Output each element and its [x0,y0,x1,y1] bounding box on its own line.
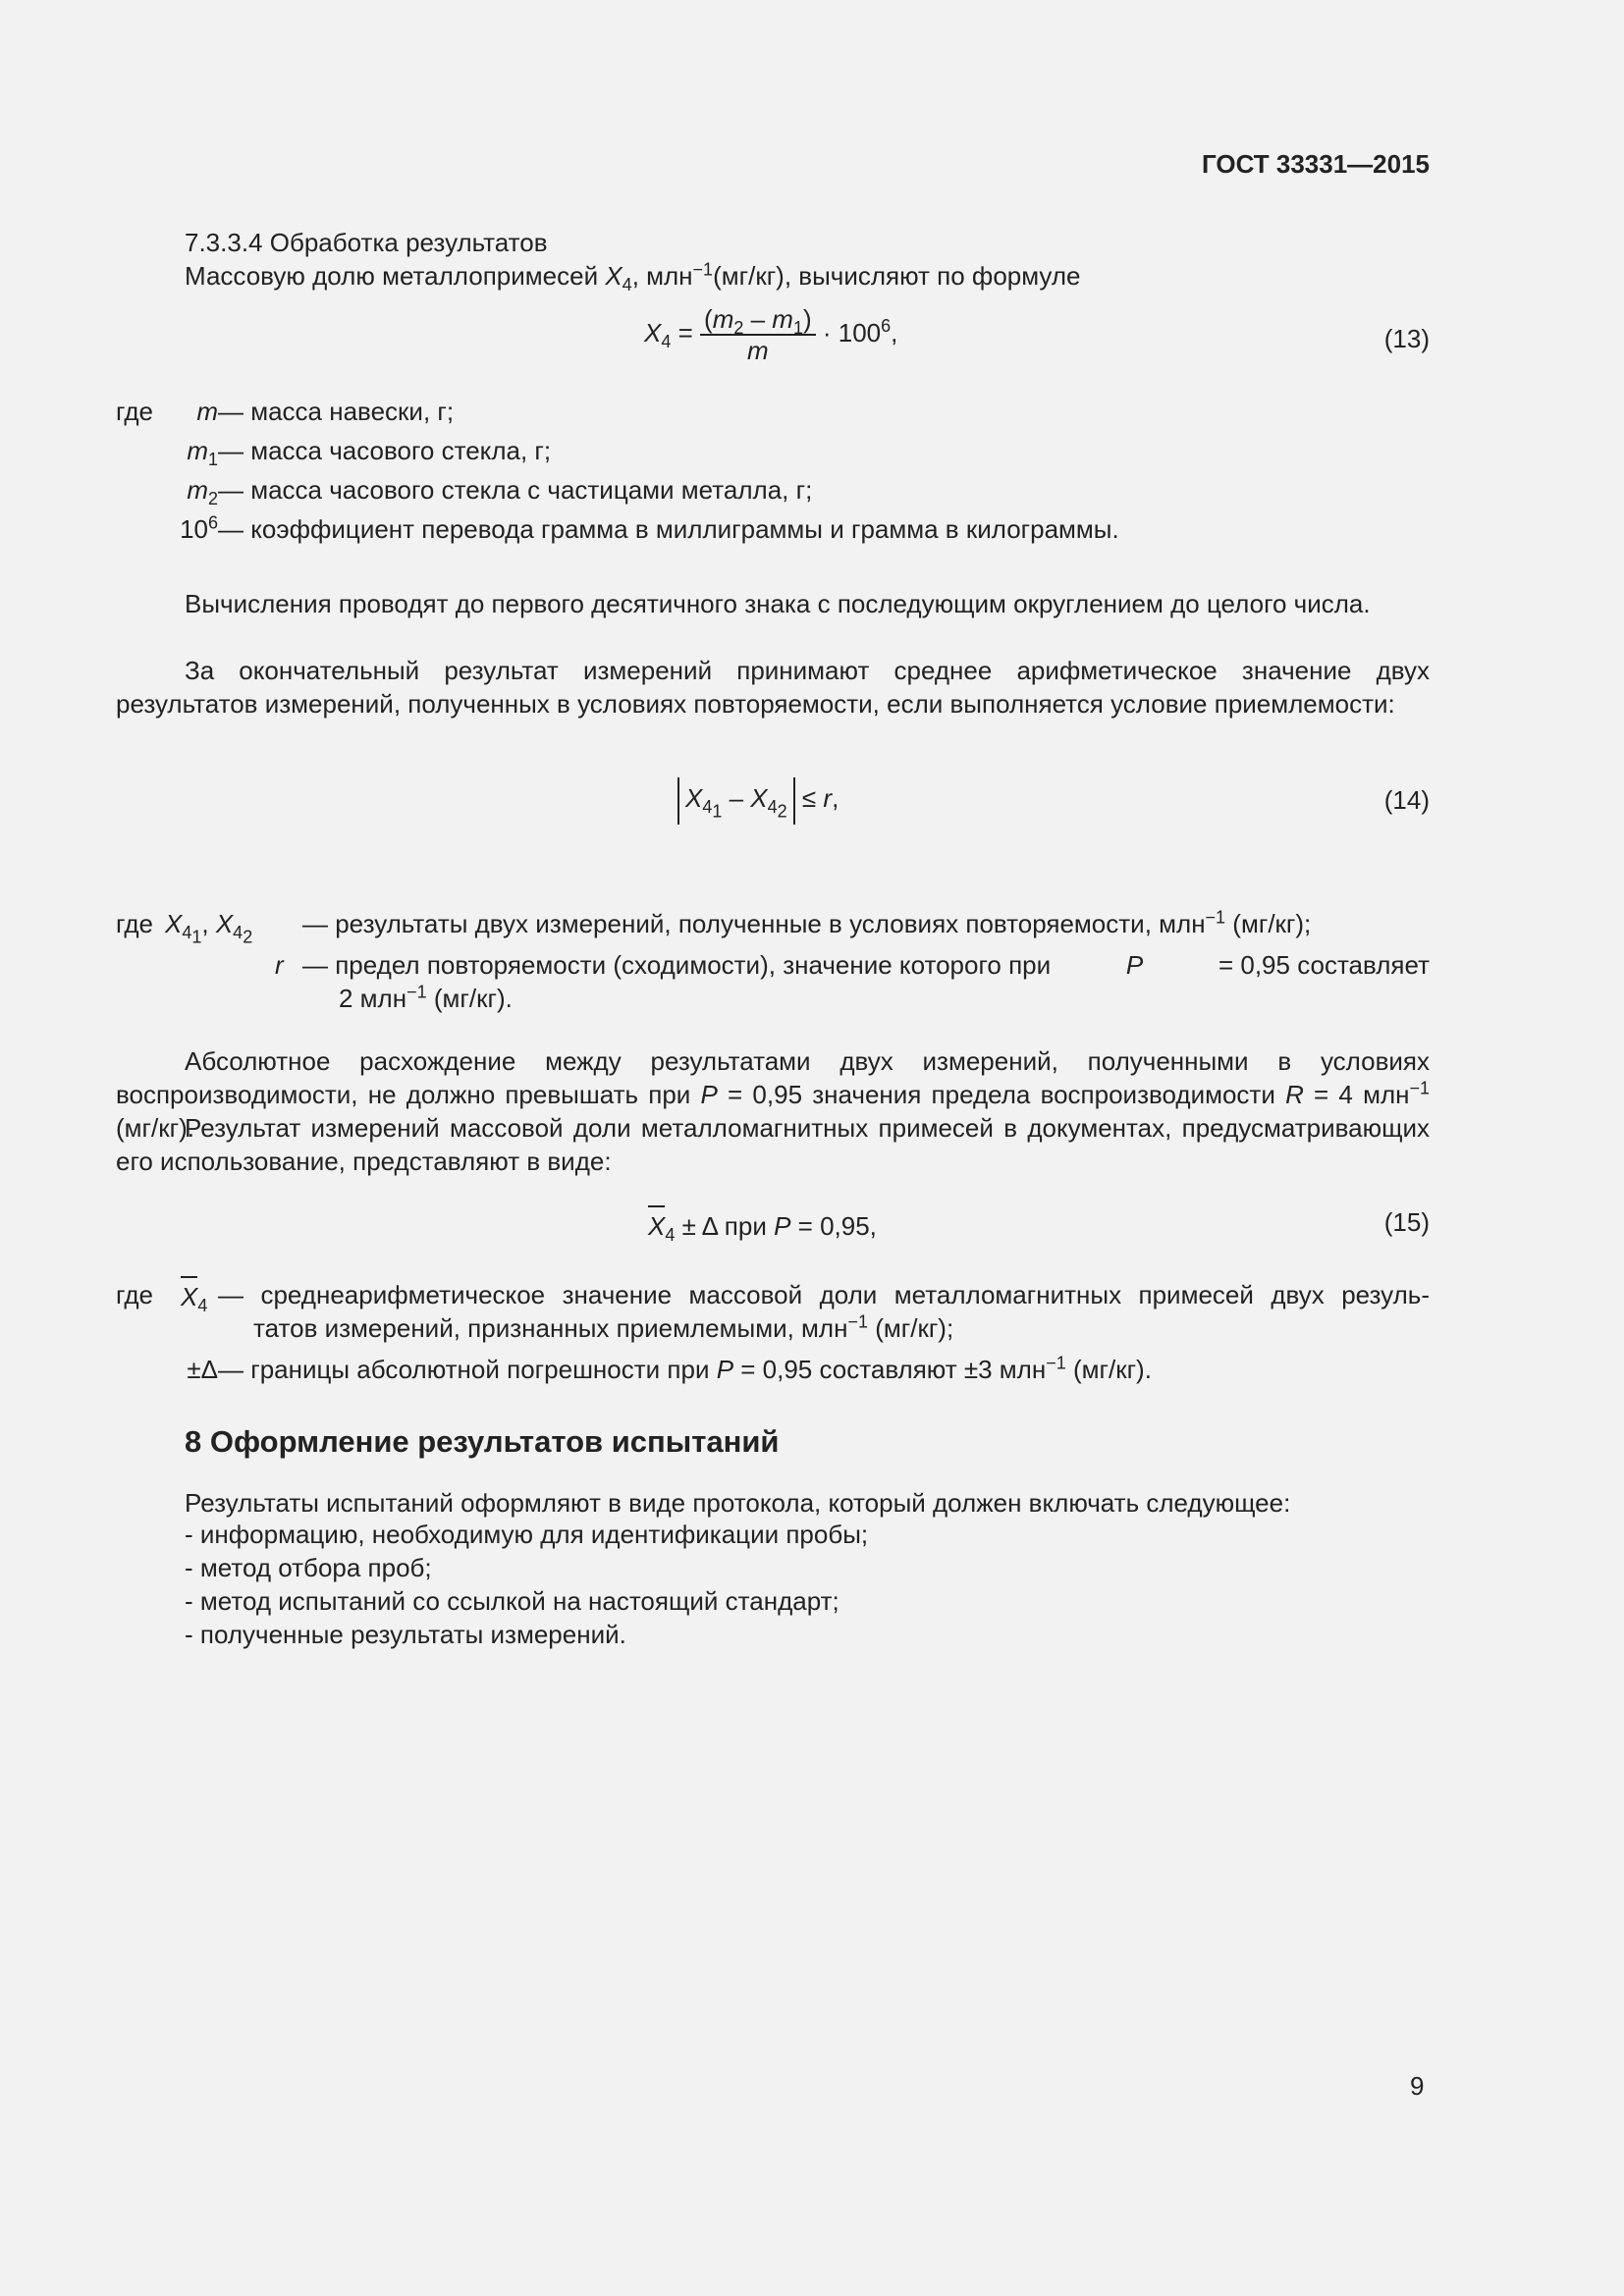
where-symbol-r: r [275,950,284,980]
equation-number-15: (15) [1383,1207,1430,1237]
where-definition: — масса часового стекла с частицами металла, г; [218,475,813,505]
fraction-numerator: $(m_2 - m_1)$ [700,304,816,336]
equation-13: $X_4$ = $\frac{(m_2 - m_1)}{m}$ · $100^6$, [644,304,898,365]
where-definition: — масса навески, г; [218,397,455,426]
fraction [700,304,816,365]
where-definition: — результаты двух измерений, полученные в условиях повторяемости, млн$^{-1}$ (мг/кг); [302,907,1312,938]
where-definition-continued: татов измерений, признанных приемлемыми, млн$^{-1}$ (мг/кг); [253,1311,954,1343]
document-header: ГОСТ 33331—2015 [1202,149,1430,179]
paragraph: За окончательный результат измерений принимают среднее арифметическое значение двух результатов измерений, полученных в условиях повторяемости, если выполняется условие приемлемости: [116,656,1430,719]
list-item: - информацию, необходимую для идентификации пробы; [185,1520,869,1549]
where-label: где [116,909,153,938]
list-item: - метод испытаний со ссылкой на настоящий стандарт; [185,1586,839,1616]
equation-14: $X_{4_1} - X_{4_2} \le r$, [677,777,839,825]
section-intro: Массовую долю металлопримесей $X_4$, млн$^{-1}$(мг/кг), вычисляют по формуле [185,259,1081,295]
where-label: где [116,397,153,426]
list-item: - метод отбора проб; [185,1553,432,1582]
equation-15: $X_4 \pm \Delta$ при P = 0,95, [648,1205,877,1243]
section-heading: 8 Оформление результатов испытаний [185,1424,780,1459]
where-definition-continued: 2 млн$^{-1}$ (мг/кг). [339,982,513,1013]
absolute-value: $X_{4_1} - X_{4_2}$ [677,777,795,825]
where-definition: — предел повторяемости (сходимости), значение которого при P = 0,95 составляет [302,950,1430,980]
section-intro: Результаты испытаний оформляют в виде протокола, который должен включать следующее: [185,1488,1291,1518]
where-definition: — масса часового стекла, г; [218,436,552,465]
where-symbols-x41-x42: $X_{4_1}$, $X_{4_2}$ [165,909,253,947]
equation-number-14: (14) [1383,785,1430,815]
where-definition: — границы абсолютной погрешности при P = 0,95 составляют ±3 млн$^{-1}$ (мг/кг). [218,1353,1152,1384]
where-label: где [116,1280,153,1309]
paragraph: Вычисления проводят до первого десятичного знака с последующим округлением до целого числа. [185,589,1371,618]
section-title: 7.3.3.4 Обработка результатов [185,228,548,257]
where-symbol-10e6: $10^6$ [180,512,218,544]
page-number: 9 [1410,2071,1425,2101]
where-symbol-x4-mean: $X_4$ [181,1276,207,1313]
where-definition: — среднеарифметическое значение массовой доли металломагнитных примесей двух резуль- [218,1280,1430,1309]
where-symbol-m2: $m_2$ [187,475,218,509]
paragraph: Абсолютное расхождение между результатами двух измерений, полученными в условиях воспроизводимости, не должно превышать при P = 0,95 значения предела воспроизводимости R = 4 млн$^{-1}$ (мг/кг). [116,1046,1430,1143]
fraction-denominator: m [747,336,769,365]
where-symbol-m: m [196,397,218,426]
paragraph: Результат измерений массовой доли металломагнитных примесей в документах, предусматривающих его использование, представляют в виде: [116,1113,1430,1176]
equation-number-13: (13) [1383,324,1430,353]
where-symbol-pm-delta: ±Δ [187,1355,218,1384]
where-symbol-m1: $m_1$ [187,436,218,470]
where-definition: — коэффициент перевода грамма в миллиграммы и грамма в килограммы. [218,514,1119,544]
mean-bar: X [648,1205,665,1243]
list-item: - полученные результаты измерений. [185,1620,626,1649]
